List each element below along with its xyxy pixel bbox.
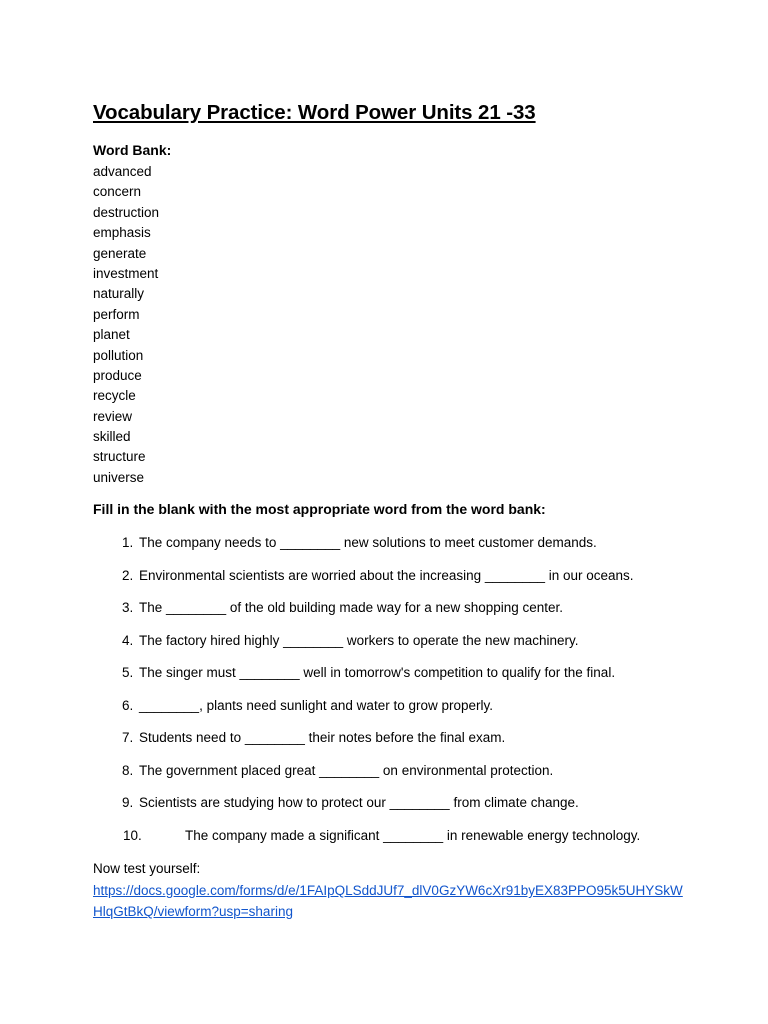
test-yourself-label: Now test yourself: (93, 861, 201, 876)
word-bank-item: generate (93, 245, 147, 261)
question-number: 5. (122, 665, 134, 680)
word-bank-item: naturally (93, 286, 145, 302)
question-item (93, 761, 673, 794)
question-text: Students need to ________ their notes before the final exam. (139, 730, 506, 745)
question-text: The company needs to ________ new solutions to meet customer demands. (139, 535, 597, 550)
google-form-link[interactable]: https://docs.google.com/forms/d/e/1FAIpQLSddJUf7_dlV0GzYW6cXr91byEX83PPO95k5UHYSkWHlqGtBkQ/viewform?usp=sharing (93, 883, 683, 919)
word-bank-item: planet (93, 327, 130, 343)
word-bank-item: skilled (93, 429, 131, 445)
word-bank-item: destruction (93, 204, 160, 220)
question-number: 1. (122, 535, 134, 550)
question-text: Scientists are studying how to protect our ________ from climate change. (139, 795, 579, 810)
question-number: 10. (123, 827, 142, 843)
question-item (93, 793, 673, 826)
word-bank-item: emphasis (93, 225, 151, 241)
question-text: Environmental scientists are worried about the increasing ________ in our oceans. (139, 567, 634, 583)
word-bank-item: pollution (93, 347, 144, 363)
word-bank-item: produce (93, 367, 142, 383)
word-bank-item: investment (93, 265, 159, 281)
question-list (93, 533, 673, 858)
question-number: 2. (122, 567, 134, 583)
question-item (93, 631, 673, 664)
question-item (93, 566, 673, 599)
question-text: The factory hired highly ________ workers to operate the new machinery. (139, 632, 579, 648)
question-text: The singer must ________ well in tomorrow's competition to qualify for the final. (139, 665, 616, 680)
question-item (93, 728, 673, 761)
word-bank-item: recycle (93, 388, 136, 404)
word-bank-heading: Word Bank: (93, 142, 172, 158)
question-text: ________, plants need sunlight and water to grow properly. (139, 697, 493, 713)
question-number: 4. (122, 632, 134, 648)
word-bank-item: concern (93, 184, 142, 200)
question-number: 3. (122, 600, 134, 615)
word-bank-item: perform (93, 306, 140, 322)
question-text: The ________ of the old building made way for a new shopping center. (139, 600, 564, 615)
question-number: 8. (122, 762, 134, 778)
question-item (93, 696, 673, 729)
word-bank-item: advanced (93, 164, 152, 179)
question-number: 6. (122, 697, 134, 713)
word-bank-list (93, 162, 159, 488)
page-title: Vocabulary Practice: Word Power Units 21 -33 (93, 101, 536, 124)
question-text: The company made a significant ________ in renewable energy technology. (185, 827, 641, 843)
word-bank-item: structure (93, 449, 146, 465)
word-bank-item: review (93, 408, 133, 424)
question-number: 7. (122, 730, 134, 745)
question-item (93, 598, 673, 631)
question-number: 9. (122, 795, 134, 810)
instructions-heading: Fill in the blank with the most appropriate word from the word bank: (93, 501, 546, 517)
question-item (93, 663, 673, 696)
word-bank-item: universe (93, 469, 145, 485)
question-text: The government placed great ________ on environmental protection. (139, 762, 554, 778)
question-item (93, 826, 673, 859)
question-item (93, 533, 673, 566)
